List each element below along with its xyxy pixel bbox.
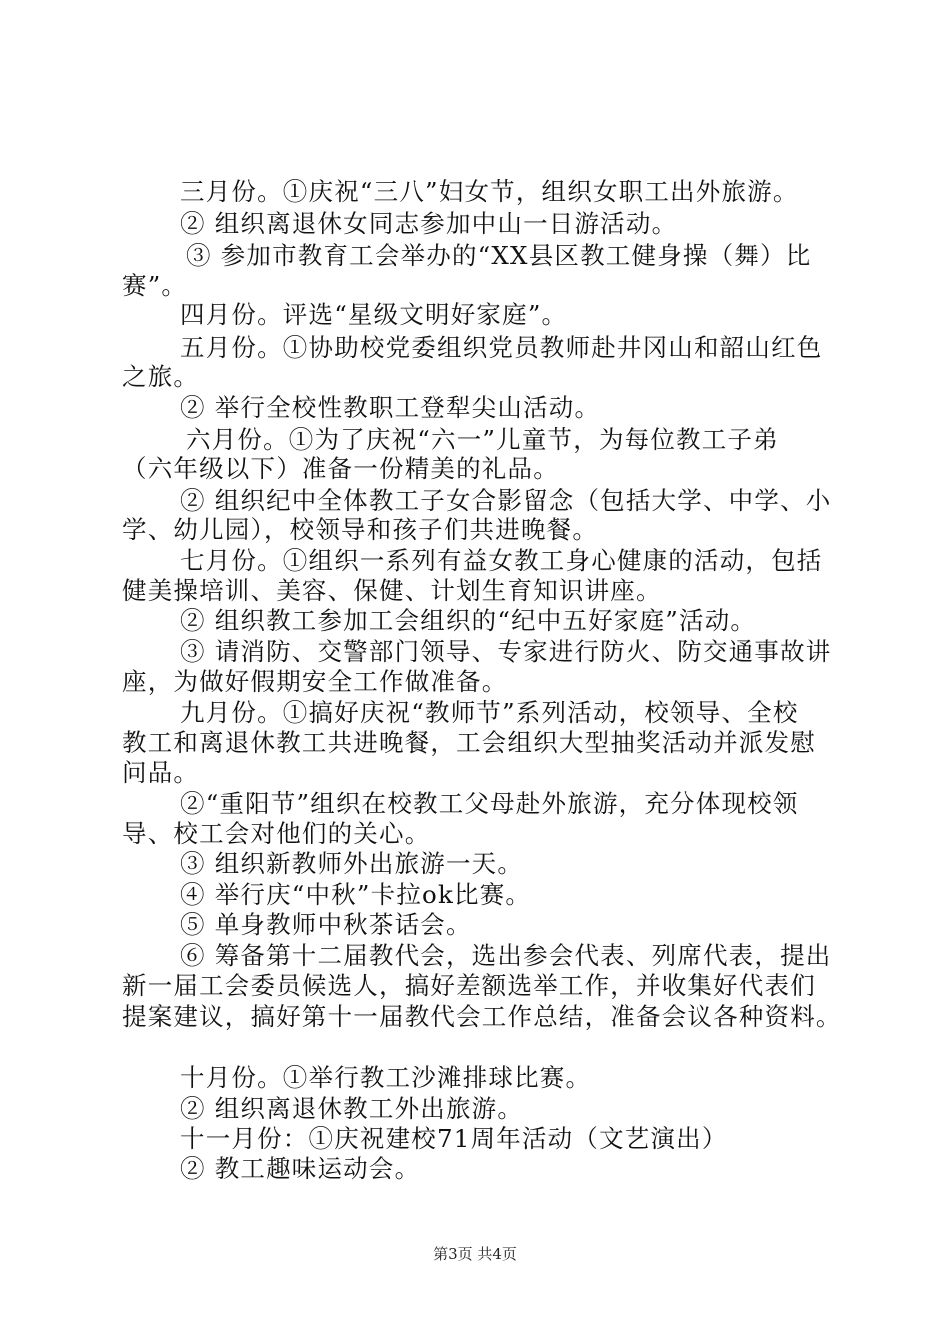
- text-line: 导、校工会对他们的关心。: [122, 819, 431, 848]
- text-line: 五月份。①协助校党委组织党员教师赴井冈山和韶山红色: [180, 333, 823, 362]
- text-line: ② 组织离退休教工外出旅游。: [180, 1094, 524, 1123]
- text-line: 四月份。评选“星级文明好家庭”。: [180, 300, 568, 329]
- text-line: 新一届工会委员候选人，搞好差额选举工作，并收集好代表们: [122, 971, 816, 1000]
- text-line: ④ 举行庆“中秋”卡拉ok比赛。: [180, 880, 532, 909]
- text-line: 三月份。①庆祝“三八”妇女节，组织女职工出外旅游。: [180, 177, 799, 206]
- text-line: ② 组织离退休女同志参加中山一日游活动。: [180, 209, 678, 238]
- text-line: 提案建议，搞好第十一届教代会工作总结，准备会议各种资料。: [122, 1002, 842, 1031]
- text-line: 学、幼儿园），校领导和孩子们共进晚餐。: [122, 515, 599, 544]
- text-line: ⑥ 筹备第十二届教代会，选出参会代表、列席代表，提出: [180, 941, 832, 970]
- text-line: ② 教工趣味运动会。: [180, 1154, 421, 1183]
- text-line: ② 举行全校性教职工登犁尖山活动。: [180, 393, 601, 422]
- text-line: ②“重阳节”组织在校教工父母赴外旅游，充分体现校领: [180, 789, 799, 818]
- text-line: 赛”。: [122, 271, 188, 300]
- text-line: 十一月份：①庆祝建校71周年活动（文艺演出）: [180, 1124, 728, 1153]
- text-line: ③ 组织新教师外出旅游一天。: [180, 849, 524, 878]
- text-line: 座，为做好假期安全工作做准备。: [122, 667, 508, 696]
- text-line: ⑤ 单身教师中秋茶话会。: [180, 910, 472, 939]
- text-line: ③ 参加市教育工会举办的“XX县区教工健身操（舞）比: [186, 241, 812, 270]
- text-line: 健美操培训、美容、保健、计划生育知识讲座。: [122, 576, 662, 605]
- text-line: ② 组织纪中全体教工子女合影留念（包括大学、中学、小: [180, 486, 832, 515]
- text-line: 七月份。①组织一系列有益女教工身心健康的活动，包括: [180, 546, 823, 575]
- page-number: 第3页 共4页: [433, 1245, 517, 1263]
- text-line: ③ 请消防、交警部门领导、专家进行防火、防交通事故讲: [180, 637, 832, 666]
- text-line: 九月份。①搞好庆祝“教师节”系列活动，校领导、全校: [180, 698, 799, 727]
- text-line: ② 组织教工参加工会组织的“纪中五好家庭”活动。: [180, 606, 757, 635]
- text-line: （六年级以下）准备一份精美的礼品。: [122, 454, 559, 483]
- text-line: 之旅。: [122, 362, 200, 391]
- text-line: 问品。: [122, 758, 200, 787]
- text-line: 教工和离退休教工共进晚餐，工会组织大型抽奖活动并派发慰: [122, 728, 816, 757]
- text-line: 十月份。①举行教工沙滩排球比赛。: [180, 1063, 592, 1092]
- text-line: 六月份。①为了庆祝“六一”儿童节，为每位教工子弟: [186, 425, 779, 454]
